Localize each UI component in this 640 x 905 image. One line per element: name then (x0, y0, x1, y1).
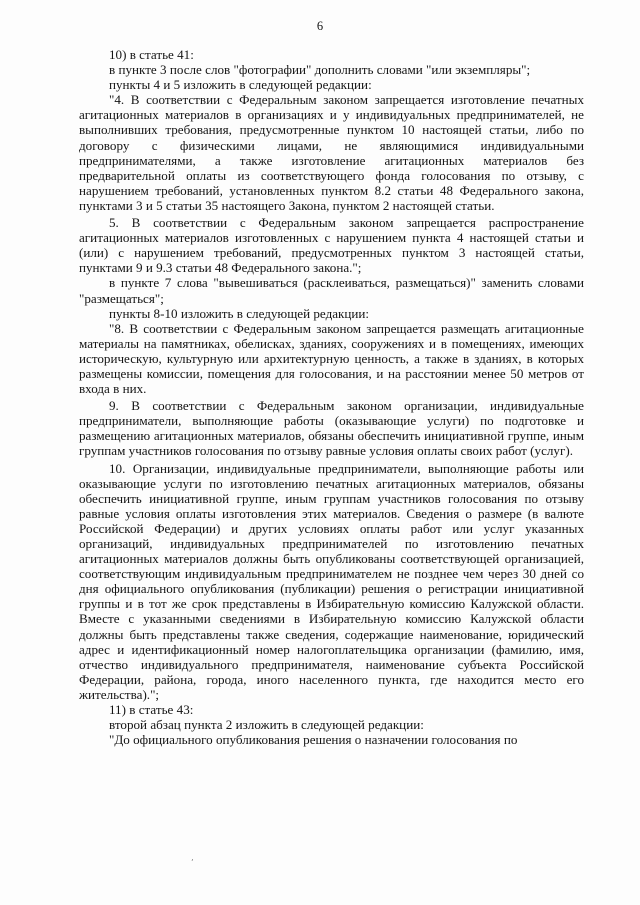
paragraph-items-8-10-intro: пункты 8-10 изложить в следующей редакции: (109, 305, 370, 321)
paragraph-item-2-intro: второй абзац пункта 2 изложить в следующей редакции: (109, 717, 424, 733)
paragraph-item-9-text: 9. В соответствии с Федеральным законом организации, индивидуальные предприниматели, выполняющие работы (оказывающие услуги) по подготовке и размещению агитационных материалов, обязаны обеспечить инициативной группе, иным группам участников голосования по отзыву равные условия оплаты своих работ (услуг). (79, 398, 584, 459)
paragraph-item-3-amendment: в пункте 3 после слов "фотографии" дополнить словами "или экземпляры"; (109, 62, 531, 78)
paragraph-items-4-5-intro: пункты 4 и 5 изложить в следующей редакции: (109, 77, 372, 93)
paragraph-item-4-text: "4. В соответствии с Федеральным законом запрещается изготовление печатных агитационных материалов в организациях и у индивидуальных предпринимателей, не выполнивших требования, предусмотренные пунктом 10 настоящей статьи, либо по договору с физическими лицами, не являющимися индивидуальными предпринимателями, а также изготовление агитационных материалов без предварительной оплаты из соответствующего фонда голосования по отзыву, с нарушением требований, установленных пунктом 8.2 статьи 48 Федерального закона, пунктами 3 и 5 статьи 35 настоящего Закона, пунктом 2 настоящей статьи. (79, 92, 584, 213)
paragraph-item-10-text: 10. Организации, индивидуальные предприниматели, выполняющие работы или оказывающие услуги по изготовлению печатных агитационных материалов, обязаны обеспечить инициативной группе, иным группам участников голосования по отзыву равные условия оплаты изготовления этих материалов. Сведения о размере (в валюте Российской Федерации) и других условиях оплаты работ или услуг указанных организаций, индивидуальных предпринимателей по изготовлению печатных агитационных материалов должны быть опубликованы соответствующей организацией, соответствующим индивидуальным предпринимателем не позднее чем через 30 дней со дня официального опубликования (публикации) решения о регистрации инициативной группы и в тот же срок представлены в Избирательную комиссию Калужской области. Вместе с указанными сведениями в Избирательную комиссию Калужской области должны быть представлены также сведения, содержащие наименование, юридический адрес и идентификационный номер налогоплательщика организации (фамилию, имя, отчество индивидуального предпринимателя, наименование субъекта Российской Федерации, района, города, иного населенного пункта, где находится место его жительства)."; (79, 460, 584, 702)
paragraph-article-43-heading: 11) в статье 43: (109, 702, 194, 718)
paragraph-item-7-amendment: в пункте 7 слова "вывешиваться (расклеиваться, размещаться)" заменить словами "размещаться"; (79, 275, 584, 306)
paragraph-item-2-text-start: "До официального опубликования решения о назначении голосования по (109, 732, 518, 748)
page-number: 6 (316, 19, 324, 33)
paragraph-article-41-heading: 10) в статье 41: (109, 47, 194, 62)
scan-speck: ٬ (191, 858, 194, 867)
paragraph-item-5-text: 5. В соответствии с Федеральным законом запрещается распространение агитационных материалов изготовленных с нарушением пункта 4 настоящей статьи и (или) с нарушением требований, предусмотренных пунктом 3 настоящей статьи, пунктами 9 и 9.3 статьи 48 Федерального закона."; (79, 215, 584, 276)
paragraph-item-8-text: "8. В соответствии с Федеральным законом запрещается размещать агитационные материалы на памятниках, обелисках, зданиях, сооружениях и в помещениях, имеющих историческую, культурную или архитектурную ценность, а также в зданиях, в которых размещены комиссии, помещения для голосования, и на расстоянии менее 50 метров от входа в них. (79, 320, 584, 397)
document-body (79, 47, 584, 747)
